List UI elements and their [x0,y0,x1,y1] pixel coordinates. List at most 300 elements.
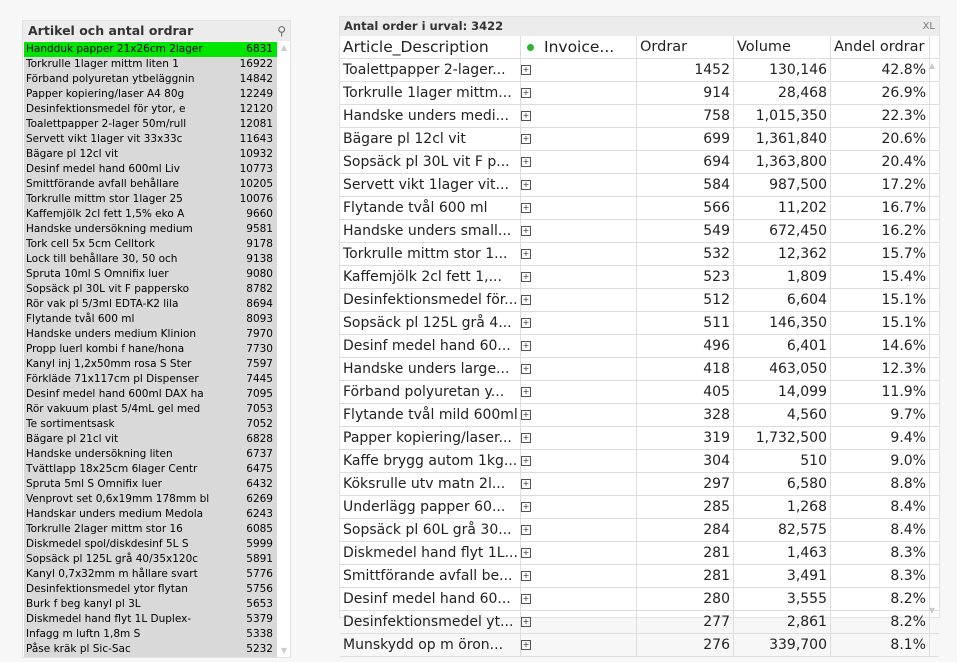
list-item[interactable] [24,162,277,177]
expand-icon[interactable]: + [522,272,530,281]
cell-invoice [541,611,637,633]
list-item-label: Desinf medel hand 600ml Liv [26,163,180,175]
cell-andel: 15.7% [831,243,930,265]
list-item-count: 8093 [246,313,273,325]
cell-invoice [541,404,637,426]
list-item-count: 6432 [246,478,273,490]
expand-icon[interactable]: + [522,203,530,212]
listbox-artikel [22,20,291,658]
list-item-label: Desinfektionsmedel för ytor, e [26,103,186,115]
list-item-label: Burk f beg kanyl pl 3L [26,598,141,610]
cell-invoice [541,381,637,403]
cell-invoice [541,105,637,127]
scroll-down-icon[interactable]: ▼ [280,646,288,655]
list-item[interactable] [24,282,277,297]
cell-article[interactable]: Smittförande avfall be... [340,565,521,587]
cell-article[interactable]: Desinfektionsmedel för... [340,289,521,311]
table-body [340,59,939,657]
list-item[interactable] [24,222,277,237]
cell-andel: 8.2% [831,611,930,633]
list-item[interactable] [24,177,277,192]
list-item[interactable] [24,267,277,282]
cell-volume: 82,575 [734,519,831,541]
list-item-label: Handske unders medium Klinion [26,328,197,340]
list-item-count: 7053 [246,403,273,415]
list-item-label: Handduk papper 21x26cm 2lager [26,43,203,55]
cell-andel: 15.1% [831,312,930,334]
list-item[interactable] [24,342,277,357]
list-item-label: Smittförande avfall behållare [26,178,180,190]
cell-invoice [541,266,637,288]
cell-article[interactable]: Sopsäck pl 60L grå 30... [340,519,521,541]
col-header-invoice[interactable]: Invoice... [541,36,637,58]
cell-ordrar: 297 [637,473,734,495]
cell-invoice [541,450,637,472]
cell-volume: 1,268 [734,496,831,518]
cell-article[interactable]: Flytande tvål mild 600ml [340,404,521,426]
list-item-label: Lock till behållare 30, 50 och [26,253,178,265]
cell-volume: 1,463 [734,542,831,564]
list-item[interactable] [24,297,277,312]
cell-andel: 8.4% [831,496,930,518]
list-item-label: Förkläde 71x117cm pl Dispenser [26,373,199,385]
table-row [340,588,939,611]
expand-icon[interactable]: + [522,134,530,143]
cell-article[interactable]: Desinf medel hand 60... [340,335,521,357]
cell-andel: 8.4% [831,519,930,541]
cell-invoice [541,289,637,311]
cell-volume: 11,202 [734,197,831,219]
table-row [340,427,939,450]
table-row [340,450,939,473]
cell-andel: 26.9% [831,82,930,104]
cell-volume: 14,099 [734,381,831,403]
table-row [340,266,939,289]
cell-article[interactable]: Munskydd op m öron... [340,634,521,656]
expand-icon[interactable]: + [522,65,530,74]
cell-volume: 3,555 [734,588,831,610]
list-item[interactable] [24,462,277,477]
cell-invoice [541,473,637,495]
list-item[interactable] [24,42,277,57]
list-item[interactable] [24,327,277,342]
list-item-label: Desinf medel hand 600ml DAX ha [26,388,204,400]
selection-dot-icon [521,36,541,58]
cell-andel: 16.7% [831,197,930,219]
cell-ordrar: 532 [637,243,734,265]
cell-andel: 8.2% [831,588,930,610]
expand-icon[interactable]: + [522,525,530,534]
list-item[interactable] [24,147,277,162]
list-item-count: 7052 [246,418,273,430]
cell-andel: 9.0% [831,450,930,472]
list-item-count: 11643 [239,133,273,145]
cell-andel: 42.8% [831,59,930,81]
list-item[interactable] [24,537,277,552]
cell-volume: 12,362 [734,243,831,265]
cell-volume: 6,401 [734,335,831,357]
expand-icon[interactable]: + [522,226,530,235]
list-item-label: Sopsäck pl 30L vit F pappersko [26,283,190,295]
cell-article[interactable]: Underlägg papper 60... [340,496,521,518]
cell-article[interactable]: Kaffe brygg autom 1kg... [340,450,521,472]
list-item[interactable] [24,402,277,417]
cell-article[interactable]: Kaffemjölk 2cl fett 1,... [340,266,521,288]
expand-icon[interactable]: + [522,433,530,442]
table-row [340,220,939,243]
expand-icon[interactable]: + [522,479,530,488]
expand-icon[interactable]: + [522,548,530,557]
list-item-count: 7095 [246,388,273,400]
cell-ordrar: 549 [637,220,734,242]
list-item-label: Förband polyuretan ytbeläggnin [26,73,195,85]
list-item-count: 5232 [246,643,273,655]
list-item-label: Venprovt set 0,6x19mm 178mm bl [26,493,210,505]
cell-ordrar: 319 [637,427,734,449]
table-row [340,105,939,128]
cell-volume: 146,350 [734,312,831,334]
cell-andel: 22.3% [831,105,930,127]
cell-ordrar: 284 [637,519,734,541]
table-scroll-up-icon[interactable]: ▲ [928,61,936,70]
cell-article[interactable]: Diskmedel hand flyt 1L... [340,542,521,564]
list-item-label: Bägare pl 21cl vit [26,433,119,445]
list-item-count: 10932 [239,148,273,160]
list-item-label: Desinfektionsmedel ytor flytan [26,583,188,595]
cell-article[interactable]: Sopsäck pl 30L vit F p... [340,151,521,173]
list-item-count: 6831 [246,43,273,55]
list-item[interactable] [24,117,277,132]
cell-ordrar: 523 [637,266,734,288]
list-item[interactable] [24,72,277,87]
cell-ordrar: 512 [637,289,734,311]
straight-table [339,16,940,653]
cell-article[interactable]: Handske unders small... [340,220,521,242]
cell-ordrar: 277 [637,611,734,633]
cell-andel: 15.1% [831,289,930,311]
cell-volume: 130,146 [734,59,831,81]
list-item-count: 5776 [246,568,273,580]
list-item-label: Tork cell 5x 5cm Celltork [26,238,156,250]
list-item-count: 7597 [246,358,273,370]
listbox-items [24,42,277,657]
expand-icon[interactable]: + [522,456,530,465]
list-item[interactable] [24,477,277,492]
list-item-count: 6475 [246,463,273,475]
expand-icon[interactable]: + [522,594,530,603]
col-header-andel[interactable]: Andel ordrar [831,36,930,58]
list-item[interactable] [24,102,277,117]
cell-article[interactable]: Handske unders medi... [340,105,521,127]
expand-icon[interactable]: + [522,387,530,396]
cell-ordrar: 584 [637,174,734,196]
cell-volume: 4,560 [734,404,831,426]
expand-icon[interactable]: + [522,249,530,258]
expand-icon[interactable]: + [522,617,530,626]
list-item-count: 9178 [246,238,273,250]
cell-andel: 20.6% [831,128,930,150]
table-row [340,174,939,197]
list-item-count: 6737 [246,448,273,460]
cell-article[interactable]: Servett vikt 1lager vit... [340,174,521,196]
cell-andel: 8.3% [831,565,930,587]
list-item-count: 8694 [246,298,273,310]
table-row [340,519,939,542]
list-item[interactable] [24,387,277,402]
cell-article[interactable]: Sopsäck pl 125L grå 4... [340,312,521,334]
list-item-label: Kanyl inj 1,2x50mm rosa S Ster [26,358,192,370]
cell-invoice [541,427,637,449]
expand-icon[interactable]: + [522,180,530,189]
cell-volume: 3,491 [734,565,831,587]
cell-andel: 8.1% [831,634,930,656]
table-scroll-down-icon[interactable]: ▼ [928,606,936,615]
cell-volume: 28,468 [734,82,831,104]
cell-article[interactable]: Papper kopiering/laser... [340,427,521,449]
scroll-up-icon[interactable]: ▲ [280,43,288,52]
excel-export-button[interactable]: XL [922,21,935,32]
list-item-count: 10076 [239,193,273,205]
cell-invoice [541,243,637,265]
cell-andel: 11.9% [831,381,930,403]
table-row [340,542,939,565]
expand-icon[interactable]: + [522,364,530,373]
list-item-count: 5756 [246,583,273,595]
table-row [340,611,939,634]
cell-invoice [541,151,637,173]
cell-invoice [541,519,637,541]
cell-invoice [541,128,637,150]
list-item-count: 14842 [239,73,273,85]
cell-ordrar: 328 [637,404,734,426]
list-item-count: 9581 [246,223,273,235]
cell-andel: 16.2% [831,220,930,242]
list-item-label: Kaffemjölk 2cl fett 1,5% eko A [26,208,185,220]
cell-ordrar: 276 [637,634,734,656]
table-row [340,151,939,174]
list-item-count: 10773 [239,163,273,175]
cell-andel: 9.4% [831,427,930,449]
col-header-ordrar[interactable]: Ordrar [637,36,734,58]
table-title: Antal order i urval: 3422 [344,19,504,33]
list-item-count: 16922 [239,58,273,70]
cell-invoice [541,59,637,81]
list-item-label: Toalettpapper 2-lager 50m/rull [26,118,187,130]
expand-icon[interactable]: + [522,410,530,419]
cell-invoice [541,496,637,518]
cell-ordrar: 285 [637,496,734,518]
cell-ordrar: 280 [637,588,734,610]
cell-invoice [541,634,637,656]
cell-ordrar: 304 [637,450,734,472]
expand-icon[interactable]: + [522,88,530,97]
list-item-count: 6243 [246,508,273,520]
cell-volume: 339,700 [734,634,831,656]
cell-volume: 987,500 [734,174,831,196]
list-item-label: Te sortimentsask [26,418,115,430]
list-item-label: Påse kräk pl Sic-Sac [26,643,131,655]
cell-ordrar: 1452 [637,59,734,81]
list-item[interactable] [24,372,277,387]
list-item-label: Torkrulle 1lager mittm liten 1 [26,58,179,70]
table-row [340,404,939,427]
list-item-count: 9138 [246,253,273,265]
list-item-label: Spruta 5ml S Omnifix luer [26,478,162,490]
cell-ordrar: 758 [637,105,734,127]
list-item[interactable] [24,492,277,507]
search-icon[interactable]: ⚲ [277,24,286,38]
list-item[interactable] [24,447,277,462]
list-item[interactable] [24,87,277,102]
cell-volume: 6,604 [734,289,831,311]
list-item[interactable] [24,192,277,207]
list-item[interactable] [24,57,277,72]
list-item-count: 9080 [246,268,273,280]
list-item-label: Infagg m luftn 1,8m S [26,628,141,640]
list-item-count: 7970 [246,328,273,340]
list-item[interactable] [24,507,277,522]
cell-invoice [541,197,637,219]
col-header-volume[interactable]: Volume [734,36,831,58]
cell-volume: 2,861 [734,611,831,633]
list-item[interactable] [24,582,277,597]
table-row [340,289,939,312]
cell-invoice [541,358,637,380]
list-item-label: Diskmedel hand flyt 1L Duplex- [26,613,192,625]
cell-ordrar: 496 [637,335,734,357]
expand-icon[interactable]: + [522,640,530,649]
list-item[interactable] [24,552,277,567]
expand-icon[interactable]: + [522,157,530,166]
list-item-count: 12120 [239,103,273,115]
list-item[interactable] [24,522,277,537]
cell-ordrar: 694 [637,151,734,173]
expand-icon[interactable]: + [522,111,530,120]
col-header-article[interactable]: Article_Description [340,36,521,58]
table-row [340,335,939,358]
expand-icon[interactable]: + [522,502,530,511]
cell-invoice [541,312,637,334]
list-item-count: 8782 [246,283,273,295]
list-item[interactable] [24,357,277,372]
table-row [340,496,939,519]
cell-article[interactable]: Bägare pl 12cl vit [340,128,521,150]
list-item[interactable] [24,612,277,627]
table-caption [340,17,939,36]
list-item-label: Servett vikt 1lager vit 33x33c [26,133,183,145]
list-item[interactable] [24,252,277,267]
cell-invoice [541,220,637,242]
table-row [340,197,939,220]
list-item-count: 5653 [246,598,273,610]
cell-andel: 15.4% [831,266,930,288]
table-row [340,634,939,657]
cell-invoice [541,588,637,610]
expand-icon[interactable]: + [522,341,530,350]
cell-invoice [541,82,637,104]
cell-article[interactable]: Handske unders large... [340,358,521,380]
list-item-label: Diskmedel spol/diskdesinf 5L S [26,538,189,550]
list-item-count: 12081 [239,118,273,130]
cell-article[interactable]: Toalettpapper 2-lager... [340,59,521,81]
cell-volume: 463,050 [734,358,831,380]
list-item[interactable] [24,642,277,657]
list-item[interactable] [24,312,277,327]
expand-icon[interactable]: + [522,295,530,304]
list-item-label: Sopsäck pl 125L grå 40/35x120c [26,553,199,565]
list-item-count: 6085 [246,523,273,535]
list-item[interactable] [24,417,277,432]
cell-ordrar: 281 [637,565,734,587]
cell-ordrar: 511 [637,312,734,334]
cell-andel: 20.4% [831,151,930,173]
list-item[interactable] [24,237,277,252]
listbox-caption [23,21,290,41]
list-item[interactable] [24,132,277,147]
list-item-label: Torkrulle mittm stor 1lager 25 [26,193,183,205]
expand-icon[interactable]: + [522,318,530,327]
list-item-count: 9660 [246,208,273,220]
cell-volume: 672,450 [734,220,831,242]
list-item-count: 5338 [246,628,273,640]
cell-ordrar: 914 [637,82,734,104]
cell-volume: 6,580 [734,473,831,495]
cell-article[interactable]: Desinf medel hand 60... [340,588,521,610]
expand-icon[interactable]: + [522,571,530,580]
cell-ordrar: 281 [637,542,734,564]
cell-ordrar: 566 [637,197,734,219]
cell-article[interactable]: Torkrulle 1lager mittm... [340,82,521,104]
cell-volume: 1,809 [734,266,831,288]
cell-article[interactable]: Köksrulle utv matn 2l... [340,473,521,495]
listbox-title: Artikel och antal ordrar [28,23,194,38]
list-item-label: Handske undersökning liten [26,448,173,460]
cell-invoice [541,174,637,196]
table-row [340,381,939,404]
list-item-label: Handske undersökning medium [26,223,193,235]
table-row [340,243,939,266]
cell-article[interactable]: Flytande tvål 600 ml [340,197,521,219]
cell-andel: 12.3% [831,358,930,380]
cell-andel: 9.7% [831,404,930,426]
list-item[interactable] [24,432,277,447]
cell-andel: 17.2% [831,174,930,196]
table-header [340,36,939,59]
cell-article[interactable]: Desinfektionsmedel yt... [340,611,521,633]
list-item-label: Rör vak pl 5/3ml EDTA-K2 lila [26,298,179,310]
list-item-label: Torkrulle 2lager mittm stor 16 [26,523,183,535]
cell-article[interactable]: Förband polyuretan y... [340,381,521,403]
list-item-label: Flytande tvål 600 ml [26,313,135,325]
list-item-label: Rör vakuum plast 5/4mL gel med [26,403,201,415]
table-row [340,128,939,151]
list-item-count: 7445 [246,373,273,385]
cell-invoice [541,565,637,587]
list-item[interactable] [24,627,277,642]
list-item-label: Papper kopiering/laser A4 80g [26,88,185,100]
table-row [340,59,939,82]
cell-andel: 8.8% [831,473,930,495]
cell-article[interactable]: Torkrulle mittm stor 1... [340,243,521,265]
list-item-count: 6269 [246,493,273,505]
list-item[interactable] [24,597,277,612]
list-item[interactable] [24,567,277,582]
list-item-label: Bägare pl 12cl vit [26,148,119,160]
list-item-label: Spruta 10ml S Omnifix luer [26,268,169,280]
list-item[interactable] [24,207,277,222]
list-item-count: 12249 [239,88,273,100]
list-item-count: 10205 [239,178,273,190]
